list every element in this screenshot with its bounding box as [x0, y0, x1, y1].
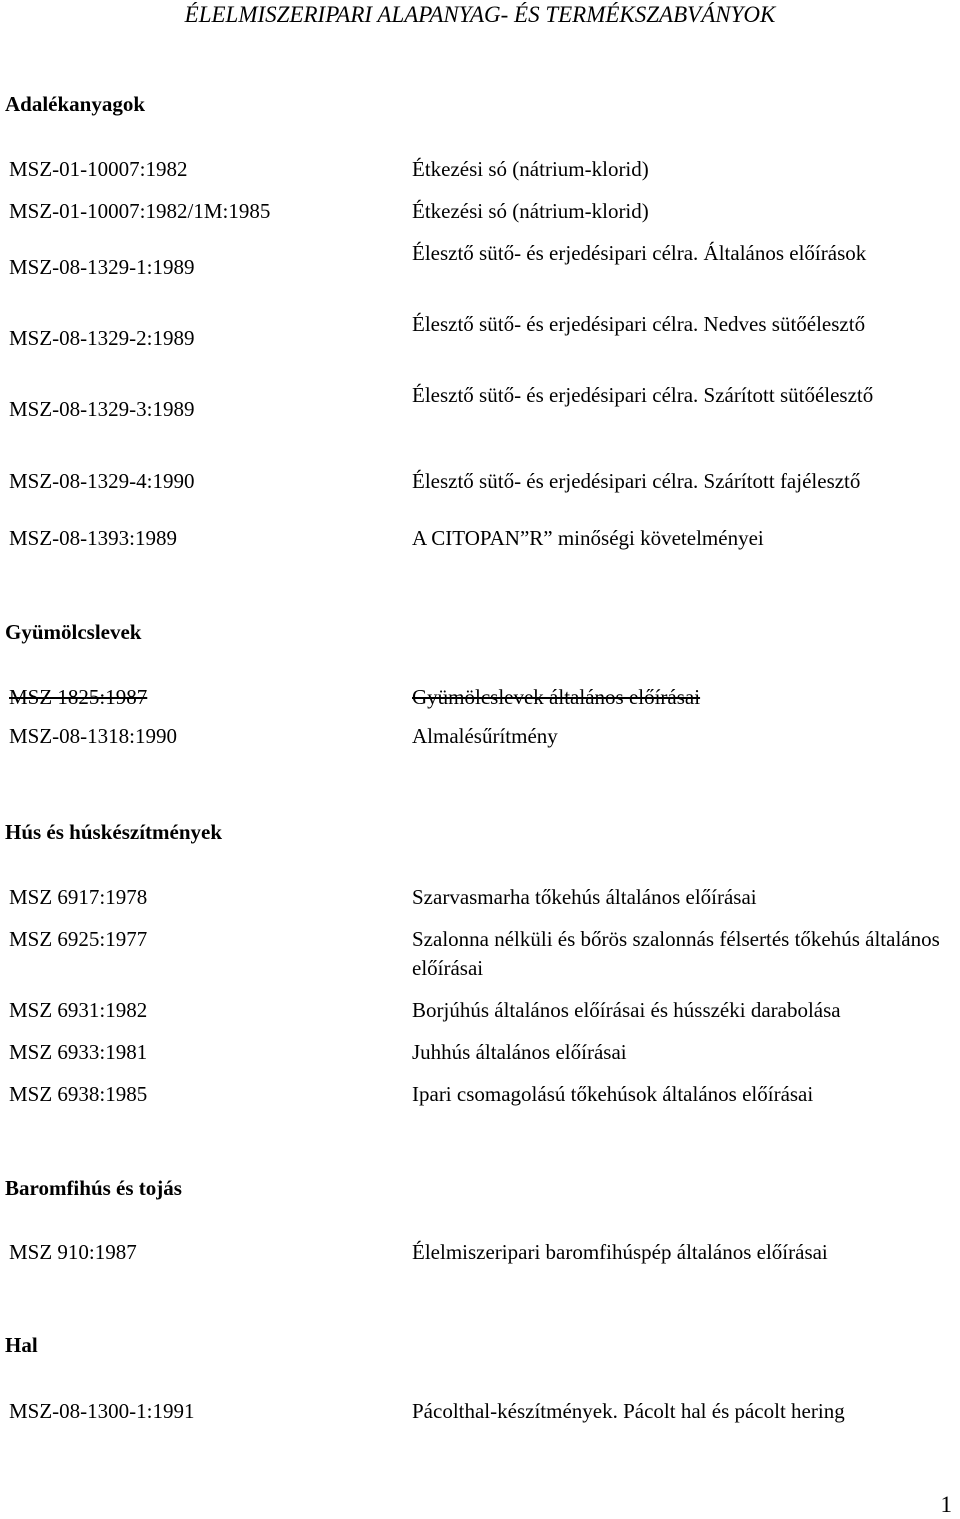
standard-description: Élesztő sütő- és erjedésipari célra. Szárított sütőélesztő — [412, 383, 874, 407]
standard-code: MSZ 6938:1985 — [9, 1082, 148, 1106]
standard-code: MSZ-08-1393:1989 — [9, 526, 177, 550]
standard-description: Élelmiszeripari baromfihúspép általános előírásai — [412, 1240, 828, 1264]
standard-code: MSZ-08-1329-1:1989 — [9, 255, 195, 279]
standard-description: Étkezési só (nátrium-klorid) — [412, 199, 649, 223]
standard-description: Gyümölcslevek általános előírásai — [412, 685, 701, 709]
standard-code: MSZ-08-1329-3:1989 — [9, 397, 195, 421]
standard-code: MSZ-08-1329-2:1989 — [9, 326, 195, 350]
standard-code: MSZ-08-1318:1990 — [9, 724, 177, 748]
section-heading-hal: Hal — [5, 1333, 38, 1357]
standard-description: Borjúhús általános előírásai és hússzéki darabolása — [412, 998, 841, 1022]
standard-description: Almalésűrítmény — [412, 724, 558, 748]
standard-description: Étkezési só (nátrium-klorid) — [412, 157, 649, 181]
standard-description: Pácolthal-készítmények. Pácolt hal és pácolt hering — [412, 1399, 845, 1423]
section-heading-gyumolcslevek: Gyümölcslevek — [5, 620, 142, 644]
section-heading-adalekanyagok: Adalékanyagok — [5, 92, 146, 116]
standard-description: Juhhús általános előírásai — [412, 1040, 627, 1064]
standard-description: Szalonna nélküli és bőrös szalonnás félsertés tőkehús általános előírásai — [412, 927, 940, 980]
standard-code: MSZ 6931:1982 — [9, 998, 148, 1022]
section-heading-hus-es-huskeszitmenyek: Hús és húskészítmények — [5, 820, 223, 844]
document-title: ÉLELMISZERIPARI ALAPANYAG- ÉS TERMÉKSZABVÁNYOK — [184, 2, 776, 27]
standard-code: MSZ-01-10007:1982 — [9, 157, 188, 181]
standard-code: MSZ-08-1300-1:1991 — [9, 1399, 195, 1423]
standard-code: MSZ 6925:1977 — [9, 927, 148, 951]
standard-description: Élesztő sütő- és erjedésipari célra. Szárított fajélesztő — [412, 469, 861, 493]
standard-code: MSZ 1825:1987 — [9, 685, 148, 709]
standard-description: Élesztő sütő- és erjedésipari célra. Nedves sütőélesztő — [412, 312, 866, 336]
standard-code: MSZ-08-1329-4:1990 — [9, 469, 195, 493]
standard-code: MSZ 6933:1981 — [9, 1040, 148, 1064]
standard-code: MSZ 6917:1978 — [9, 885, 148, 909]
section-heading-baromfihus-es-tojas: Baromfihús és tojás — [5, 1176, 182, 1200]
standard-code: MSZ 910:1987 — [9, 1240, 137, 1264]
standard-description: Élesztő sütő- és erjedésipari célra. Általános előírások — [412, 241, 867, 265]
standard-description: A CITOPAN”R” minőségi követelményei — [412, 526, 764, 550]
standard-code: MSZ-01-10007:1982/1M:1985 — [9, 199, 271, 223]
standard-description: Ipari csomagolású tőkehúsok általános előírásai — [412, 1082, 814, 1106]
page-number: 1 — [940, 1492, 952, 1517]
standard-description: Szarvasmarha tőkehús általános előírásai — [412, 885, 757, 909]
